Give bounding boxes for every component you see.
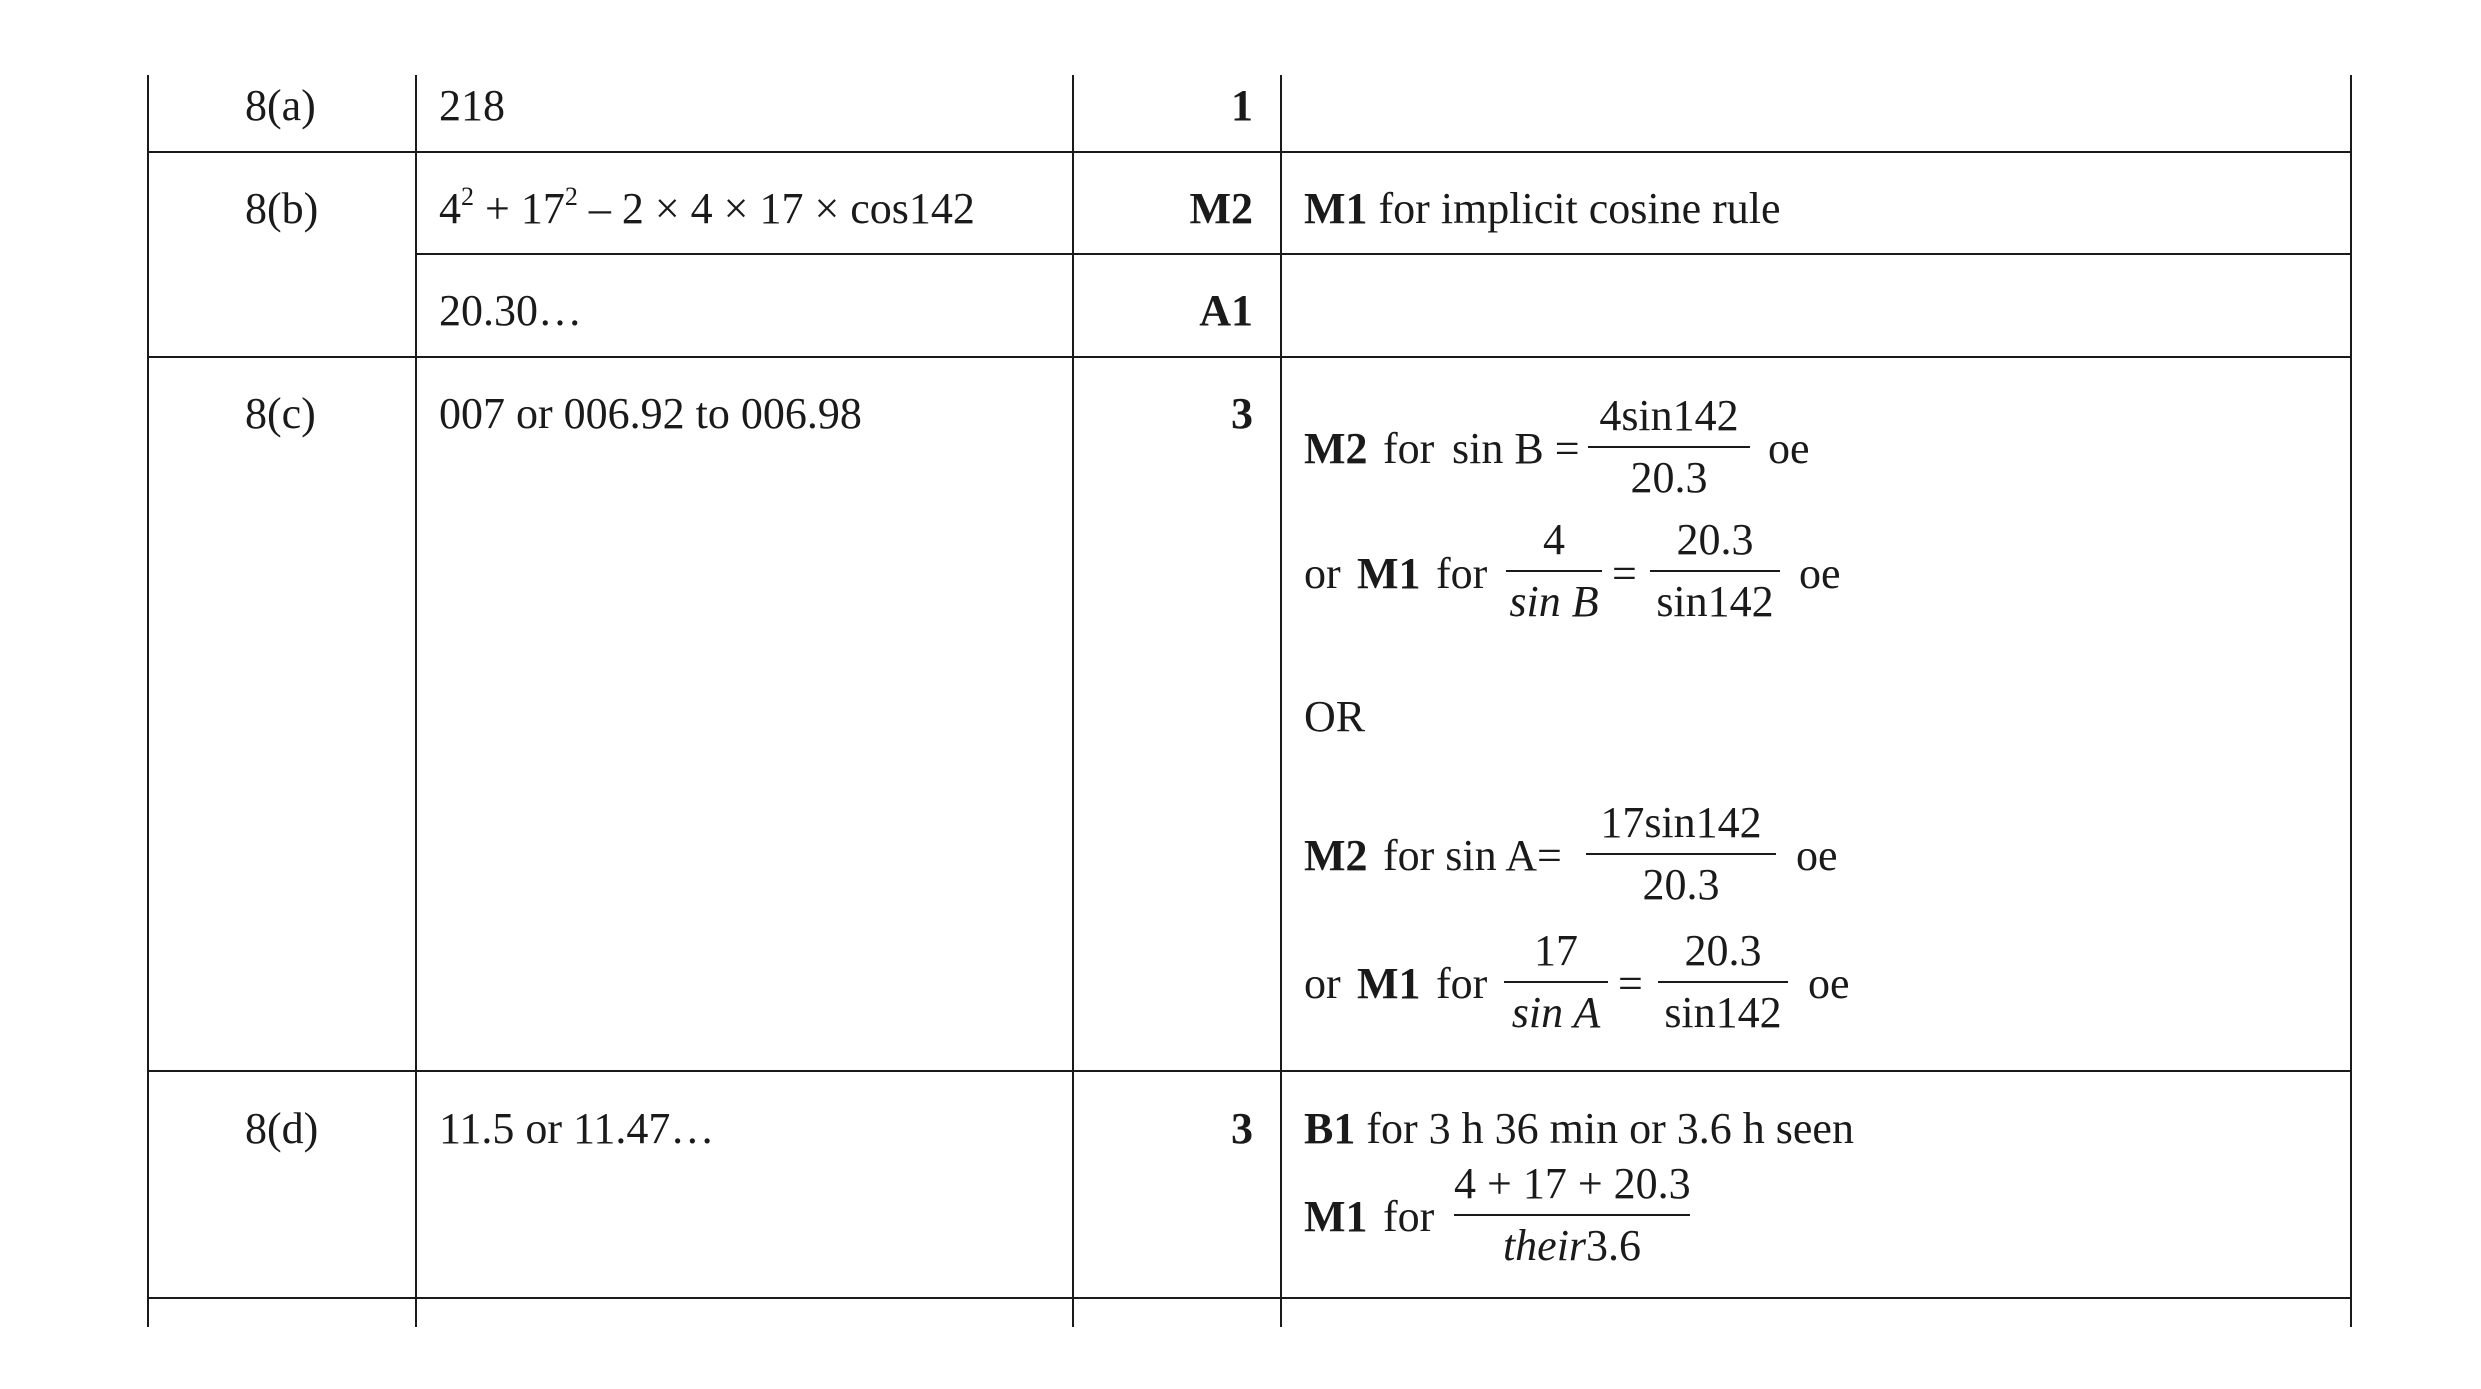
row-divider [147, 356, 2352, 358]
answer-text: 218 [439, 81, 505, 130]
guidance-word: or [1304, 549, 1341, 598]
guidance-word: for [1383, 1192, 1435, 1241]
fraction [1506, 515, 1602, 626]
denominator-italic: their [1502, 1221, 1587, 1270]
answer-text: 20.30… [439, 286, 582, 335]
fraction-bar [1658, 981, 1788, 983]
guidance-word: oe [1808, 959, 1850, 1008]
marks-value: 3 [1231, 389, 1253, 438]
guidance-word: for [1436, 959, 1488, 1008]
answer-term: + 17 [474, 184, 565, 233]
equals-sign: = [1618, 959, 1643, 1008]
row-divider [147, 1297, 2352, 1299]
guidance-detail: for 3 h 36 min or 3.6 h seen [1355, 1104, 1854, 1153]
mark-label: M1 [1304, 184, 1368, 233]
mark-label: M2 [1304, 424, 1368, 473]
guidance-word: for sin A= [1383, 831, 1562, 880]
denominator: sin142 [1656, 577, 1774, 626]
mark-label: M1 [1304, 1192, 1368, 1241]
numerator: 17sin142 [1600, 798, 1762, 847]
col-divider [415, 75, 417, 1327]
question-number: 8(a) [245, 81, 316, 130]
fraction-bar [1506, 570, 1602, 572]
marks-value: 1 [1231, 81, 1253, 130]
mark-label: M1 [1357, 959, 1421, 1008]
question-number: 8(d) [245, 1104, 319, 1153]
col-divider [2350, 75, 2352, 1327]
guidance-word: oe [1796, 831, 1838, 880]
exponent: 2 [564, 182, 578, 211]
answer-text: 11.5 or 11.47… [439, 1104, 715, 1153]
col-divider [1072, 75, 1074, 1327]
guidance-word: or [1304, 959, 1341, 1008]
guidance-word: for [1383, 424, 1435, 473]
mark-label: M2 [1304, 831, 1368, 880]
question-number: 8(b) [245, 184, 319, 233]
equation-lhs: sin B = [1452, 424, 1580, 473]
guidance-word: for [1436, 549, 1488, 598]
fraction-bar [1586, 853, 1776, 855]
exponent: 2 [461, 182, 474, 211]
fraction-bar [1504, 981, 1608, 983]
mark-label: M1 [1357, 549, 1421, 598]
fraction-bar [1454, 1214, 1690, 1216]
equals-sign: = [1612, 549, 1637, 598]
marks-value: A1 [1199, 286, 1253, 335]
numerator: 4 [1543, 515, 1565, 564]
numerator: 20.3 [1676, 515, 1754, 564]
row-divider [147, 151, 2352, 153]
numerator: 4sin142 [1599, 391, 1739, 440]
denominator: 20.3 [1630, 453, 1708, 502]
row-divider [415, 253, 2352, 255]
denominator-value: 3.6 [1586, 1221, 1642, 1270]
fraction [1658, 926, 1788, 1037]
answer-text: 007 or 006.92 to 006.98 [439, 389, 862, 438]
marks-value: 3 [1231, 1104, 1253, 1153]
numerator: 20.3 [1684, 926, 1762, 975]
col-divider [147, 75, 149, 1327]
fraction [1454, 1159, 1691, 1270]
fraction-bar [1588, 446, 1750, 448]
denominator: sin A [1511, 988, 1601, 1037]
denominator: sin B [1509, 577, 1599, 626]
fraction [1650, 515, 1780, 626]
row-divider [147, 1070, 2352, 1072]
fraction [1588, 391, 1750, 502]
answer-term: – 2 × 4 × 17 × cos142 [577, 184, 975, 233]
answer-expression [439, 182, 975, 233]
guidance-detail: for implicit cosine rule [1367, 184, 1781, 233]
numerator: 17 [1534, 926, 1578, 975]
fraction [1586, 798, 1776, 909]
marks-value: M2 [1189, 184, 1253, 233]
mark-label: B1 [1304, 1104, 1356, 1153]
fraction [1504, 926, 1608, 1037]
col-divider [1280, 75, 1282, 1327]
alternative-separator: OR [1304, 692, 1366, 741]
answer-base: 4 [439, 184, 461, 233]
guidance-word: oe [1768, 424, 1810, 473]
denominator: sin142 [1664, 988, 1782, 1037]
guidance-word: oe [1799, 549, 1841, 598]
denominator: 20.3 [1642, 860, 1720, 909]
guidance-text [1304, 1104, 1854, 1153]
fraction-bar [1650, 570, 1780, 572]
denominator [1454, 1221, 1690, 1270]
question-number: 8(c) [245, 389, 316, 438]
guidance-text [1304, 184, 1781, 233]
numerator: 4 + 17 + 20.3 [1454, 1159, 1691, 1208]
